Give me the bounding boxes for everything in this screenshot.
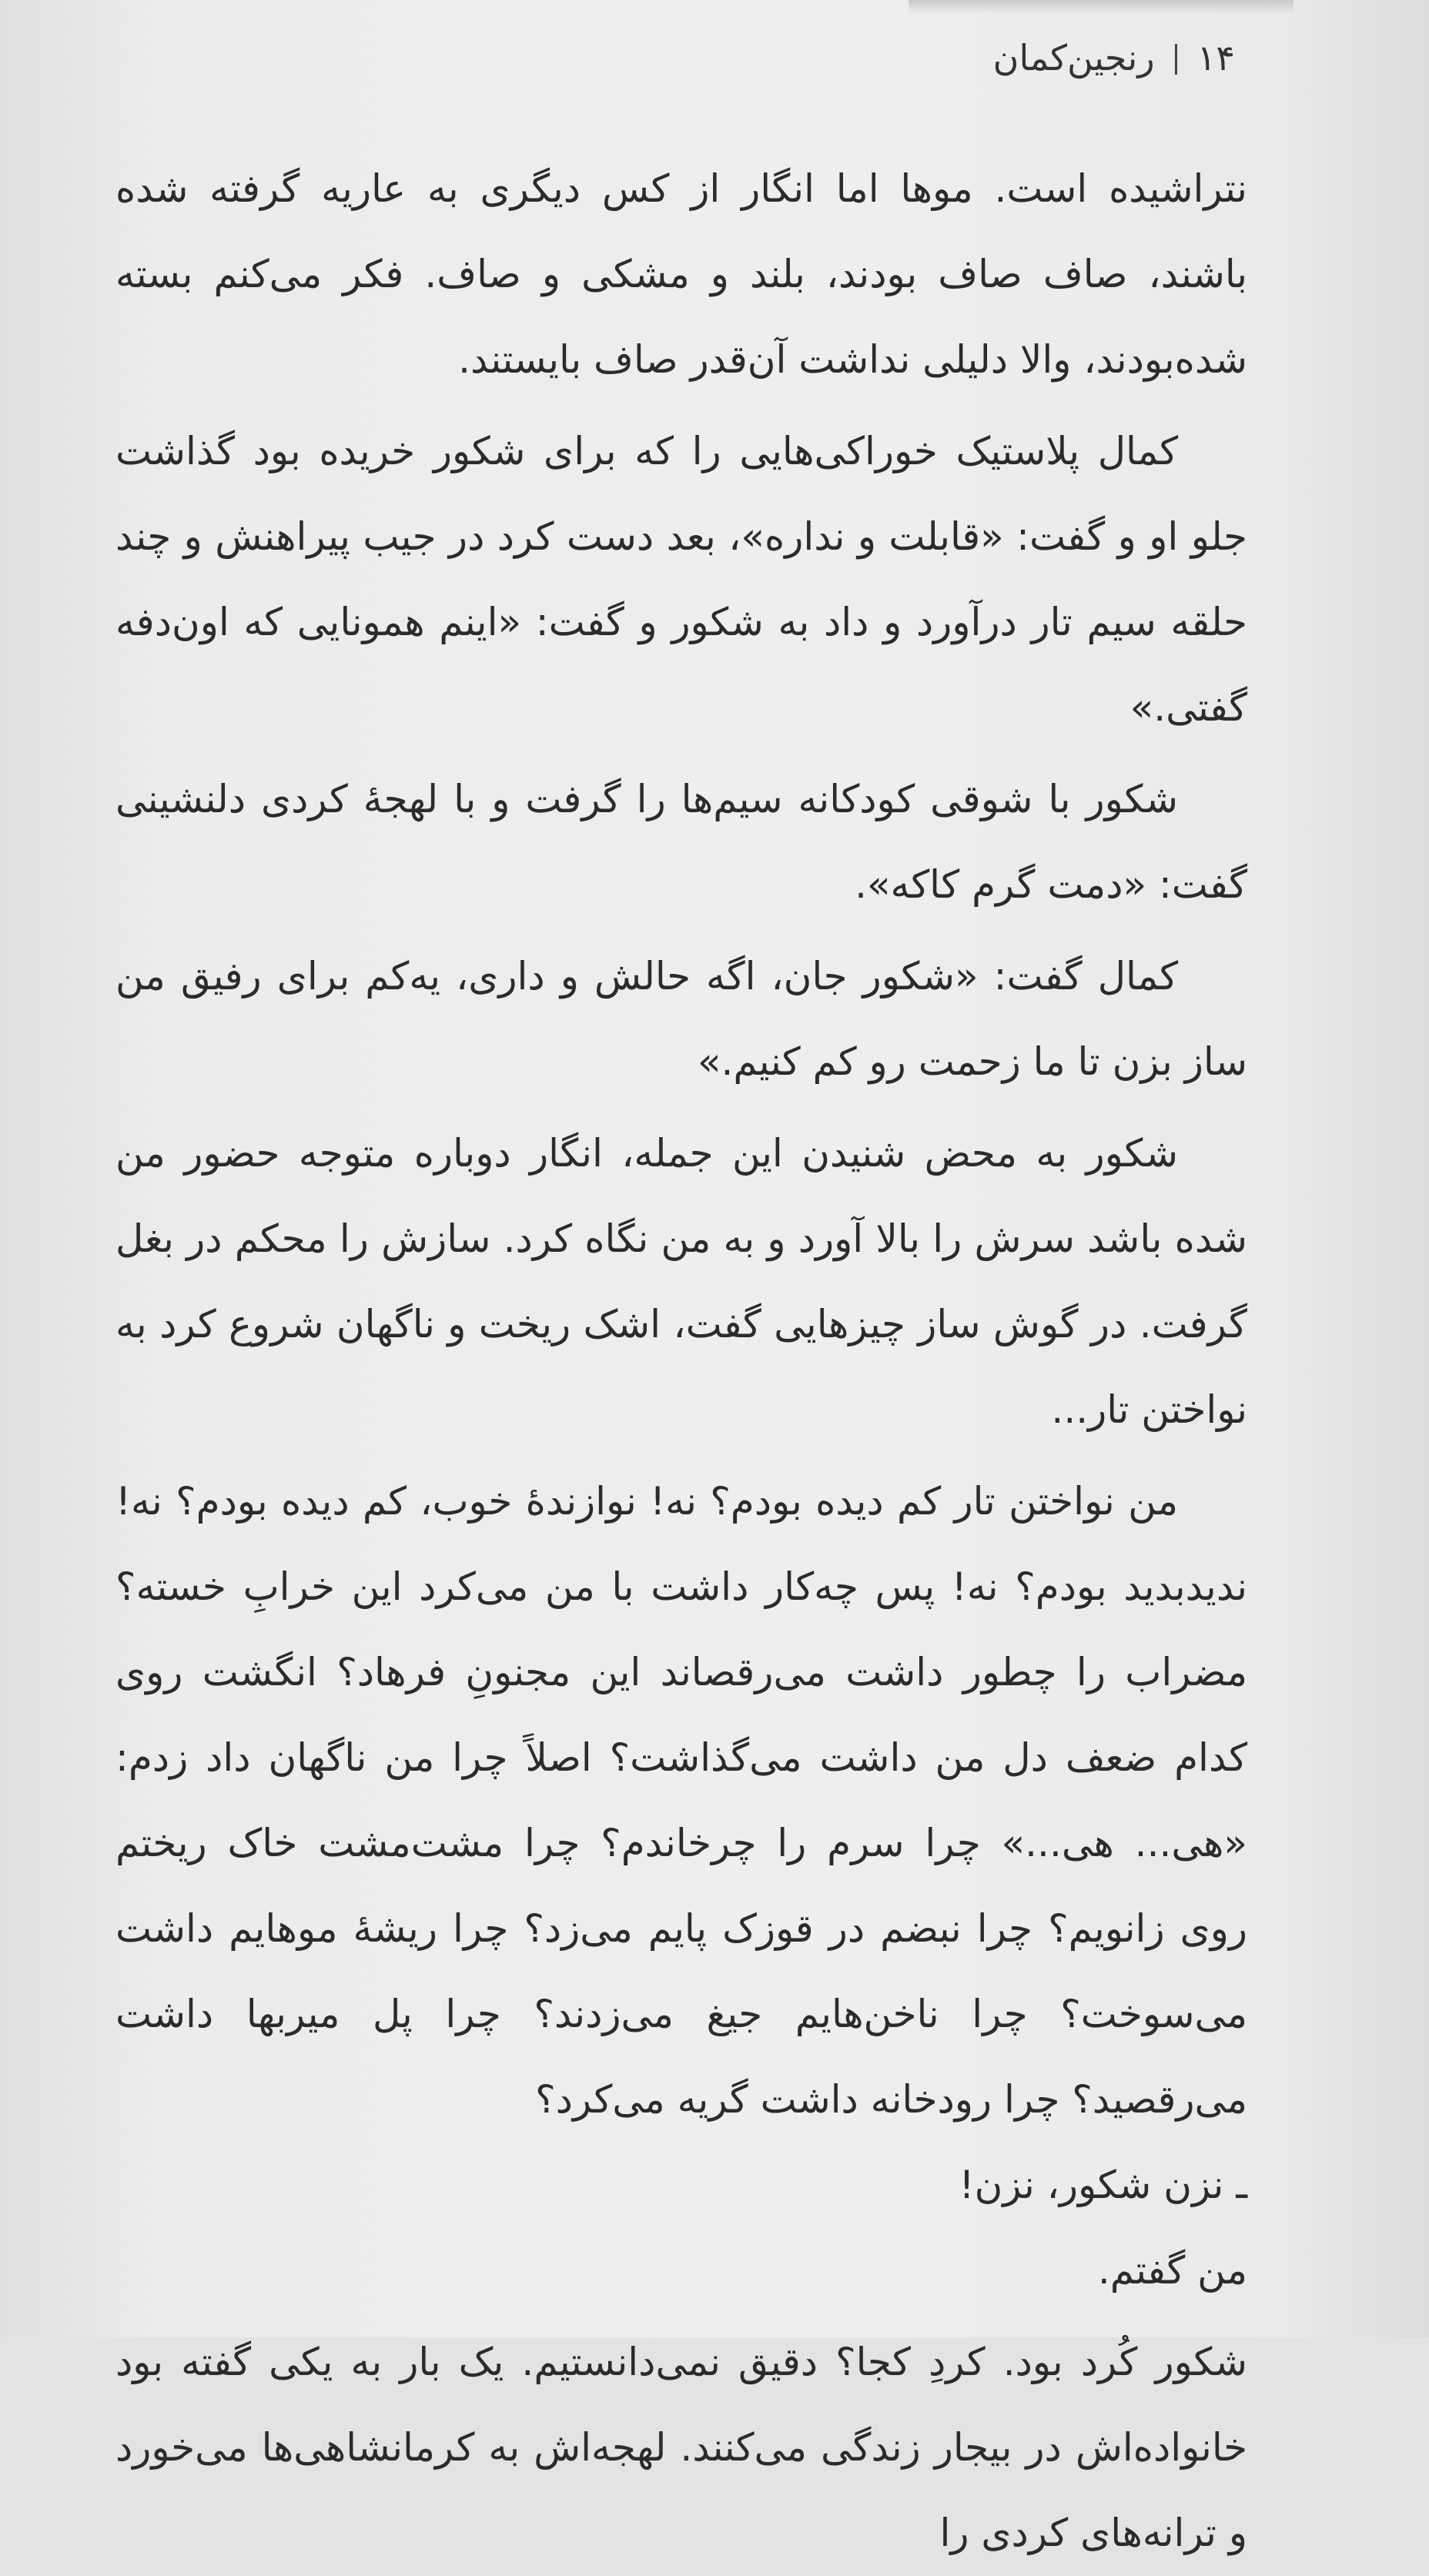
running-head bbox=[993, 31, 1235, 85]
book-title: رنجین‌کمان bbox=[992, 37, 1155, 79]
paragraph-5: شکور به محض شنیدن این جمله، انگار دوباره متوجه حضور من شده باشد سرش را بالا آورد و به من نگاه کرد. سازش را محکم در بغل گرفت. در گوش ساز چیزهایی گفت، اشک ریخت و ناگهان شروع کرد به نواختن تار... bbox=[115, 1131, 1247, 1432]
paragraph-9: شکور کُرد بود. کردِ کجا؟ دقیق نمی‌دانستیم. یک بار به یکی گفته بود خانواده‌اش در بیجار زندگی می‌کنند. لهجه‌اش به کرمانشاهی‌ها می‌خورد و ترانه‌های کردی را bbox=[115, 2340, 1247, 2555]
paragraph-4: کمال گفت: «شکور جان، اگه حالش و داری، یه‌کم برای رفیق من ساز بزن تا ما زحمت رو کم کنیم.» bbox=[115, 954, 1247, 1084]
paragraph-1: نتراشیده است. موها اما انگار از کس دیگری به عاریه گرفته شده باشند، صاف صاف بودند، بلند و مشکی و صاف. فکر می‌کنم بسته شده‌بودند، والا دلیلی نداشت آن‌قدر صاف بایستند. bbox=[115, 166, 1247, 382]
page-number: ۱۴ bbox=[1196, 37, 1235, 79]
page-edge-shadow bbox=[909, 0, 1293, 14]
dialogue-line: ـ نزن شکور، نزن! bbox=[959, 2163, 1247, 2207]
body-text bbox=[115, 146, 1247, 2576]
paragraph-3: شکور با شوقی کودکانه سیم‌ها را گرفت و با لهجهٔ کردی دلنشینی گفت: «دمت گرم کاکه». bbox=[115, 777, 1247, 907]
paragraph-6: من نواختن تار کم دیده بودم؟ نه! نوازندهٔ خوب، کم دیده بودم؟ نه! ندیدبدید بودم؟ نه! پس چه‌کار داشت با من می‌کرد این خرابِ خسته؟ مضراب را چطور داشت می‌رقصاند این مجنونِ فرهاد؟ انگشت روی کدام ضعف دل من داشت می‌گذاشت؟ اصلاً چرا من ناگهان داد زدم: «هی... هی...» چرا سرم را چرخاندم؟ چرا مشت‌مشت خاک ریختم روی زانویم؟ چرا نبضم در قوزک پایم می‌زد؟ چرا ریشهٔ موهایم داشت می‌سوخت؟ چرا ناخن‌هایم جیغ می‌زدند؟ چرا پل میربها داشت می‌رقصید؟ چرا رودخانه داشت گریه می‌کرد؟ bbox=[115, 1479, 1247, 2122]
paragraph-2: کمال پلاستیک خوراکی‌هایی را که برای شکور خریده بود گذاشت جلو او و گفت: «قابلت و نداره»، بعد دست کرد در جیب پیراهنش و چند حلقه سیم تار درآورد و داد به شکور و گفت: «اینم همونایی که اون‌دفه گفتی.» bbox=[115, 429, 1247, 730]
header-separator bbox=[1175, 44, 1177, 75]
paragraph-8: من گفتم. bbox=[1097, 2248, 1247, 2293]
